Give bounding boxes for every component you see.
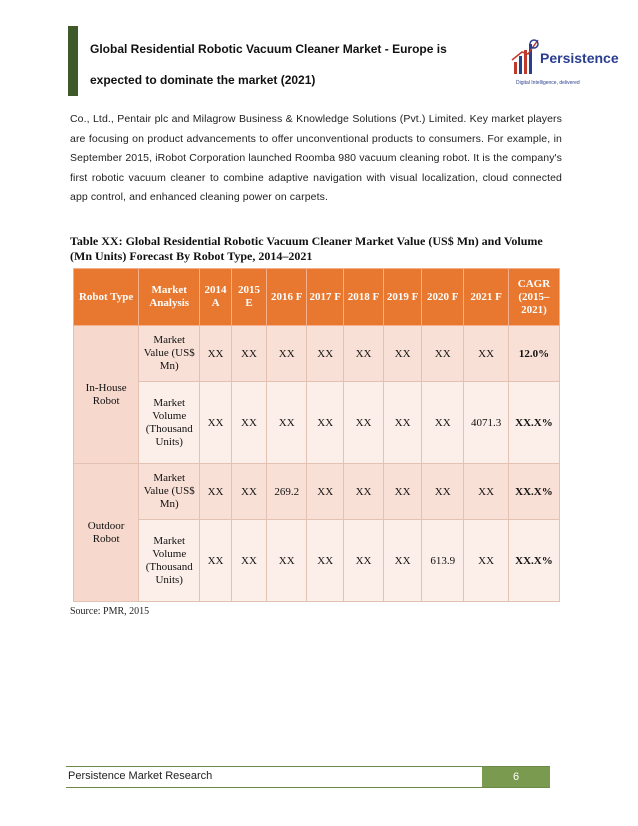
page-header	[68, 26, 498, 96]
table-cell: XX	[464, 326, 509, 382]
table-row	[74, 382, 560, 464]
page-number: 6	[482, 767, 550, 787]
table-cell: XX	[307, 382, 344, 464]
table-cell: XX	[200, 464, 232, 520]
table-cell: XX	[267, 382, 307, 464]
table-title: Table XX: Global Residential Robotic Vacuum Cleaner Market Value (US$ Mn) and Volume (Mn Units) Forecast By Robot Type, 2014–2021	[70, 234, 543, 263]
table-cell: XX	[231, 464, 266, 520]
header-cell: CAGR (2015–2021)	[508, 269, 559, 326]
page-footer	[66, 766, 550, 788]
table-cell: XX	[200, 326, 232, 382]
header-cell: 2016 F	[267, 269, 307, 326]
header-cell: 2020 F	[422, 269, 464, 326]
cagr-cell: 12.0%	[508, 326, 559, 382]
table-cell: XX	[200, 382, 232, 464]
company-logo	[510, 36, 619, 92]
table-cell: XX	[383, 382, 421, 464]
table-cell: XX	[267, 520, 307, 602]
header-title: Global Residential Robotic Vacuum Cleaner Market - Europe is expected to dominate the market (2021)	[90, 42, 447, 87]
table-row	[74, 326, 560, 382]
group-label: Outdoor Robot	[74, 464, 139, 602]
table-cell: XX	[344, 520, 384, 602]
measure-label: Market Value (US$ Mn)	[139, 464, 200, 520]
table-cell: XX	[464, 464, 509, 520]
header-cell: 2014 A	[200, 269, 232, 326]
table-cell: XX	[422, 326, 464, 382]
footer-company: Persistence Market Research	[68, 770, 213, 782]
table-cell: XX	[267, 326, 307, 382]
table-cell: XX	[422, 382, 464, 464]
table-cell: XX	[422, 464, 464, 520]
table-cell: XX	[464, 520, 509, 602]
header-cell: 2015 E	[231, 269, 266, 326]
table-cell: XX	[383, 464, 421, 520]
header-cell: Market Analysis	[139, 269, 200, 326]
table-row	[74, 464, 560, 520]
logo-tagline: Digital Intelligence, delivered	[516, 80, 580, 86]
table-cell: XX	[231, 382, 266, 464]
table-cell: XX	[307, 326, 344, 382]
header-cell: 2021 F	[464, 269, 509, 326]
table-cell: XX	[383, 326, 421, 382]
header-cell: Robot Type	[74, 269, 139, 326]
table-cell: XX	[383, 520, 421, 602]
table-cell: 613.9	[422, 520, 464, 602]
table-source: Source: PMR, 2015	[70, 606, 150, 617]
market-forecast-table	[73, 268, 560, 602]
table-cell: XX	[307, 520, 344, 602]
cagr-cell: XX.X%	[508, 520, 559, 602]
measure-label: Market Value (US$ Mn)	[139, 326, 200, 382]
table-header-row	[74, 269, 560, 326]
table-row	[74, 520, 560, 602]
group-label: In-House Robot	[74, 326, 139, 464]
table-cell: 269.2	[267, 464, 307, 520]
cagr-cell: XX.X%	[508, 464, 559, 520]
measure-label: Market Volume (Thousand Units)	[139, 520, 200, 602]
table-cell: 4071.3	[464, 382, 509, 464]
table-cell: XX	[307, 464, 344, 520]
table-cell: XX	[231, 326, 266, 382]
table-cell: XX	[344, 326, 384, 382]
header-cell: 2018 F	[344, 269, 384, 326]
persistence-logo-icon	[510, 36, 540, 80]
header-accent-bar	[68, 26, 78, 96]
header-cell: 2019 F	[383, 269, 421, 326]
table-cell: XX	[344, 382, 384, 464]
table-cell: XX	[200, 520, 232, 602]
body-paragraph: Co., Ltd., Pentair plc and Milagrow Business & Knowledge Solutions (Pvt.) Limited. Key market players are focusing on product advancements to offer unconventional products to consumers. For example, in September 2015, iRobot Corporation launched Roomba 980 vacuum cleaning robot. It is the company's first robotic vacuum cleaner to combine adaptive navigation with visual localization, cloud connected app control, and enhanced cleaning power on carpets.	[70, 113, 562, 203]
measure-label: Market Volume (Thousand Units)	[139, 382, 200, 464]
logo-word: Persistence	[540, 50, 619, 66]
cagr-cell: XX.X%	[508, 382, 559, 464]
table-cell: XX	[231, 520, 266, 602]
header-cell: 2017 F	[307, 269, 344, 326]
table-cell: XX	[344, 464, 384, 520]
